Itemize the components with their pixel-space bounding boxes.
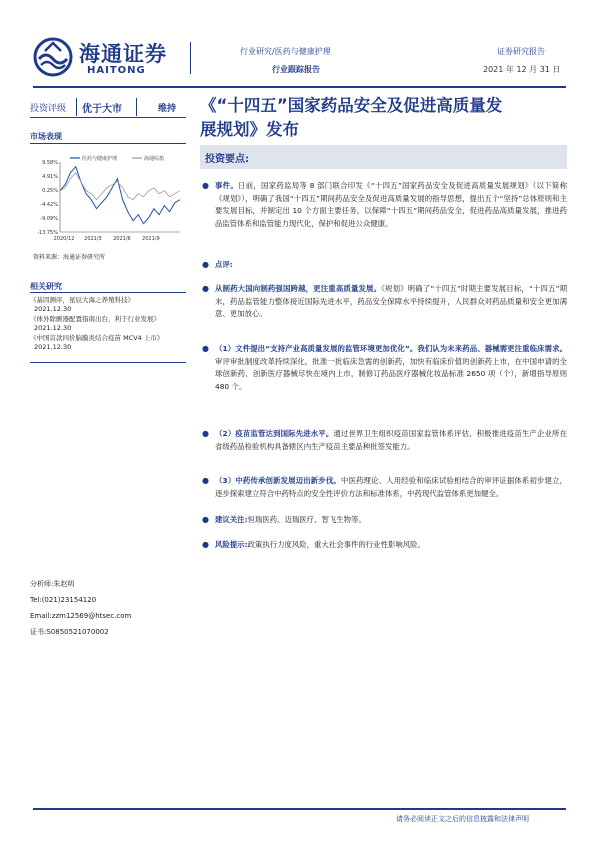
header-divider (190, 42, 191, 74)
analyst-email[interactable]: Email:zzm12569@htsec.com (30, 612, 132, 620)
market-heading: 市场表现 (30, 132, 62, 141)
analyst-cert: 证书:S0850521070002 (30, 628, 109, 636)
footer-rule (33, 808, 566, 810)
item-text: 中医药理论、人用经验和临床试验相结合的审评证据体系初步建立，逐步探索建立符合中药特点的安全性评价方法和标准体系，中药现代监管体系更加健全。 (215, 476, 567, 498)
bullet-icon: ● (202, 284, 209, 293)
rating-label: 投资评级 (30, 104, 67, 114)
y-tick-label: 0.25% (42, 188, 58, 194)
header-rule (33, 86, 566, 88)
y-tick-label: -4.42% (40, 202, 58, 208)
header-right-label: 证券研究报告 (497, 47, 545, 56)
x-tick-label: 2021/9 (142, 236, 160, 242)
item-text: 通过世界卫生组织疫苗国家监管体系评估，积极推进疫苗生产企业所在省级药品检验机构具备辖区内生产疫苗主要品种批签发能力。 (215, 429, 567, 451)
related-list (30, 296, 188, 351)
analyst-block (30, 576, 188, 640)
item-risk (202, 539, 567, 552)
item-label: （1）文件提出“支持产业高质量发展的监管环境更加优化”。我们认为未来药品、器械需更注重临床需求。 (215, 344, 567, 353)
item-label: 建议关注: (215, 515, 248, 524)
item-label: 从制药大国向制药强国跨越，更注重高质量发展。 (215, 284, 382, 293)
report-title (200, 94, 572, 142)
y-tick-label: 4.91% (42, 174, 58, 180)
item-text: 政策执行力度风险，重大社会事件的行业性影响风险。 (247, 540, 425, 549)
related-item-title: 《基因测序，星辰大海之养殖科技》 (30, 296, 134, 304)
bullet-icon: ● (202, 476, 209, 485)
related-item-title: 《中国首款四价脑膜炎结合疫苗 MCV4 上市》 (30, 334, 164, 342)
x-tick-label: 2020/12 (53, 236, 75, 242)
related-item-date: 2021.12.30 (34, 304, 72, 313)
item-vaccine (202, 428, 567, 453)
item-label: （2）疫苗监管达到国际先进水平。 (215, 429, 334, 438)
header-report-type: 行业跟踪报告 (272, 65, 320, 74)
legend-label: 海通综指 (144, 156, 165, 162)
bullet-icon: ● (202, 429, 209, 438)
related-item[interactable] (30, 296, 188, 313)
y-tick-label: -9.09% (40, 216, 58, 222)
item-label: 风险提示: (215, 540, 248, 549)
rating-action: 维持 (158, 104, 177, 114)
item-label: 点评: (215, 260, 233, 269)
item-text: 日前，国家药监局等 8 部门联合印发《“十四五”国家药品安全及促进高质量发展规划》（以下简称《规划》），明确了我国“十四五”期间药品安全及促进高质量发展的指导思想，提出五个“坚持”总体原则和主要发展目标，并制定出 10 个方面主要任务，以保障“十四五”期间药品安全，促进药品高质量发展，推进药品监管体系和监管能力现代化，保护和促进公众健康。 (215, 181, 567, 229)
title-line-2: 展规划》发布 (200, 120, 299, 139)
item-tcm (202, 475, 567, 500)
bullet-icon: ● (202, 344, 209, 353)
header-category: 行业研究/医药与健康护理 (240, 47, 331, 56)
analyst-name: 分析师:朱赵明 (30, 580, 75, 588)
related-heading: 相关研究 (30, 282, 62, 291)
bullet-icon: ● (202, 540, 209, 549)
bullet-icon: ● (202, 260, 209, 269)
section-title-bar (200, 145, 567, 169)
footer-disclaimer: 请务必阅读正文之后的信息披露和法律声明 (396, 815, 529, 823)
market-source: 资料来源：海通证券研究所 (33, 254, 106, 261)
logo-cn: 海通证券 (79, 41, 167, 66)
market-chart (30, 150, 186, 250)
analyst-tel: Tel:(021)23154120 (30, 596, 97, 604)
x-tick-label: 2021/6 (113, 236, 131, 242)
item-text: 《规划》明确了“十四五”时期主要发展目标，“十四五”期末，药品监管能力整体接近国际先进水平，药品安全保障水平持续提升，人民群众对药品质量和安全更加满意、更加放心。 (215, 284, 567, 319)
item-comment (202, 259, 567, 272)
related-item-title: 《体外除颤器配置指南出台，利于行业发展》 (30, 315, 160, 323)
haitong-logo-icon (33, 37, 73, 77)
item-event (202, 180, 567, 231)
logo-en: HAITONG (87, 65, 146, 76)
rating-box (30, 98, 186, 116)
series-line-1 (60, 173, 180, 200)
header-date: 2021 年 12 月 31 日 (483, 65, 561, 74)
series-line-0 (60, 167, 180, 224)
related-item-date: 2021.12.30 (34, 323, 72, 332)
related-item[interactable] (30, 315, 188, 332)
logo (33, 34, 183, 80)
item-text: 审评审批制度改革持续深化，批准一批临床急需的创新药，加快有临床价值的创新药上市，在中国申请的全球创新药、创新医疗器械尽快在境内上市，制修订药品医疗器械化妆品标准 2650 项（个），新增指导原则 480 个。 (215, 356, 567, 392)
item-label: （3）中药传承创新发展迈出新步伐。 (215, 476, 341, 485)
x-tick-label: 2021/3 (84, 236, 102, 242)
title-line-1: 《“十四五”国家药品安全及促进高质量发 (200, 96, 503, 115)
section-title: 投资要点: (205, 154, 249, 165)
bullet-icon: ● (202, 515, 209, 524)
y-tick-label: -13.75% (37, 230, 58, 236)
related-item-date: 2021.12.30 (34, 342, 72, 351)
bullet-icon: ● (202, 181, 209, 190)
item-label: 事件。 (215, 181, 239, 190)
item-text: 恒瑞医药、迈瑞医疗、智飞生物等。 (247, 515, 366, 524)
item-upgrade (202, 283, 567, 321)
rating-value: 优于大市 (82, 104, 122, 115)
item-regulation (202, 343, 567, 394)
related-item[interactable] (30, 334, 188, 351)
y-tick-label: 9.58% (42, 160, 58, 166)
item-suggest (202, 514, 567, 527)
legend-label: 医药与健康护理 (82, 156, 118, 162)
